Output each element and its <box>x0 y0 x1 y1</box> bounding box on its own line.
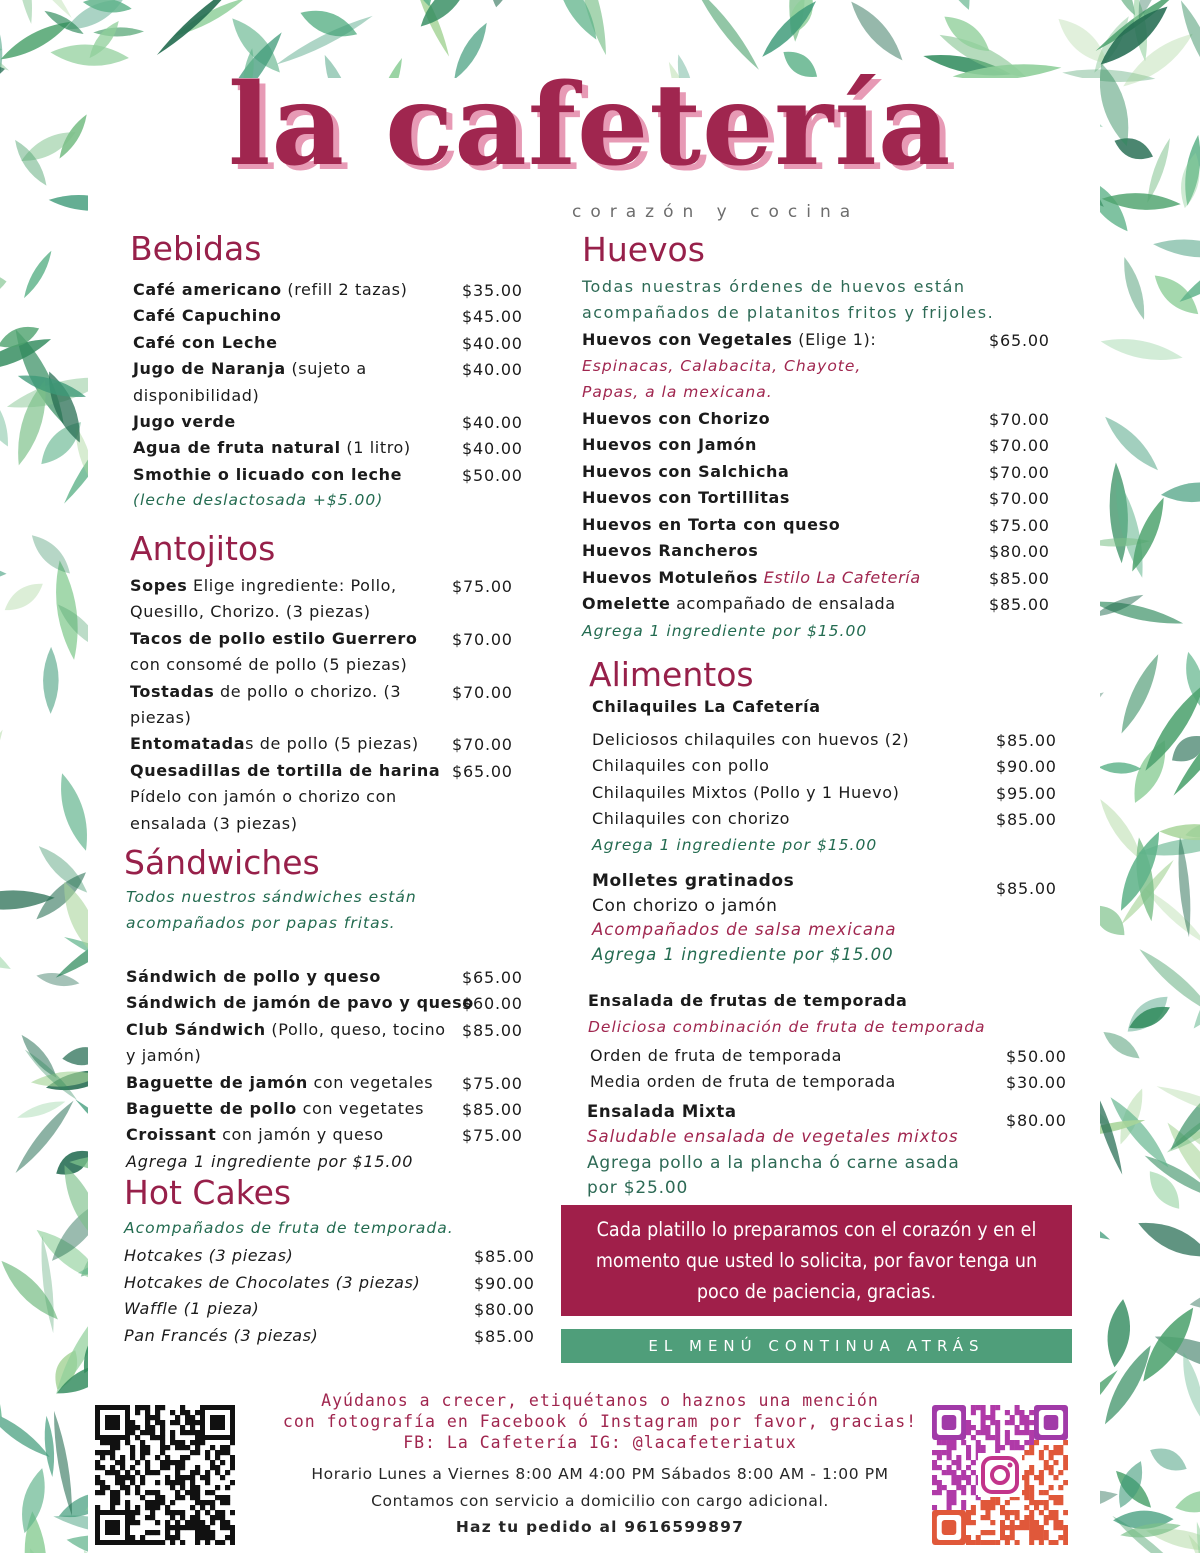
item-name: Huevos con Chorizo <box>582 409 771 428</box>
leaf-decoration <box>931 0 979 14</box>
item-price: $75.00 <box>989 515 1050 535</box>
chilaquiles-title: Chilaquiles La Cafetería <box>592 697 821 716</box>
menu-item <box>126 1070 433 1096</box>
item-desc: con vegetates <box>296 1099 425 1118</box>
section-heading-huevos: Huevos <box>582 230 705 269</box>
chilaquiles-note: Agrega 1 ingrediente por $15.00 <box>592 836 878 854</box>
menu-item <box>592 780 899 806</box>
section-heading-alimentos: Alimentos <box>589 655 754 694</box>
leaf-decoration <box>1104 1298 1134 1369</box>
item-name: Waffle (1 pieza) <box>124 1299 260 1319</box>
menu-item <box>126 1043 201 1069</box>
menu-item <box>133 356 367 382</box>
item-desc: con consomé de pollo (5 piezas) <box>130 655 408 675</box>
item-desc: ensalada (3 piezas) <box>130 813 298 833</box>
menu-item <box>130 731 419 757</box>
item-name: Tacos de pollo estilo Guerrero <box>130 628 418 648</box>
item-name: Quesadillas de tortilla de harina <box>130 760 441 780</box>
leaf-decoration <box>1152 236 1200 261</box>
leaf-decoration <box>0 1334 11 1423</box>
item-price: $50.00 <box>1006 1047 1067 1066</box>
item-price: $90.00 <box>996 757 1057 777</box>
molletes-salsa: Acompañados de salsa mexicana <box>592 920 897 939</box>
menu-item-omelette <box>582 591 896 617</box>
molletes-price: $85.00 <box>996 879 1057 898</box>
leaf-decoration <box>1176 151 1200 210</box>
mixta-add-2: por $25.00 <box>587 1178 689 1198</box>
section-heading-antojitos: Antojitos <box>130 529 276 568</box>
patience-notice <box>561 1205 1072 1316</box>
item-name: Club Sándwich <box>126 1019 266 1039</box>
item-price: $45.00 <box>462 307 523 327</box>
section-heading-bebidas: Bebidas <box>130 229 262 268</box>
menu-item <box>126 990 474 1016</box>
item-style: Estilo La Cafetería <box>757 568 921 587</box>
item-name: Baguette de jamón <box>126 1072 308 1092</box>
item-price: $35.00 <box>462 281 523 300</box>
menu-item <box>133 383 259 409</box>
item-price: $90.00 <box>474 1273 535 1293</box>
frutas-title: Ensalada de frutas de temporada <box>588 991 908 1010</box>
item-name: Café americano <box>133 280 282 299</box>
qr-code-icon[interactable] <box>95 1405 235 1545</box>
item-price: $70.00 <box>989 462 1050 482</box>
menu-continues-banner: EL MENÚ CONTINUA ATRÁS <box>561 1329 1072 1363</box>
item-name: Huevos con Jamón <box>582 435 757 455</box>
menu-item <box>130 679 401 705</box>
mixta-title: Ensalada Mixta <box>587 1102 737 1121</box>
item-name: Smothie o licuado con leche <box>133 464 403 484</box>
item-price: $70.00 <box>989 489 1050 509</box>
menu-item <box>133 277 407 303</box>
item-name: Croissant <box>126 1125 217 1145</box>
leaf-decoration <box>845 0 910 66</box>
instagram-qr-code-icon[interactable] <box>932 1405 1068 1545</box>
menu-item <box>130 599 371 625</box>
leaf-decoration <box>0 271 8 299</box>
notice-line-3: poco de paciencia, gracias. <box>696 1280 937 1303</box>
item-desc: (sujeto a <box>285 359 367 379</box>
order-phone: Haz tu pedido al 9616599897 <box>455 1518 745 1536</box>
menu-item <box>582 538 758 564</box>
item-price: $85.00 <box>996 810 1057 830</box>
molletes-desc: Con chorizo o jamón <box>592 896 778 916</box>
menu-item <box>130 705 191 731</box>
leaf-decoration <box>1098 762 1141 775</box>
item-price: $70.00 <box>452 682 513 702</box>
item-desc: y jamón) <box>126 1046 202 1066</box>
leaf-decoration <box>0 381 16 451</box>
leaf-decoration <box>0 916 16 978</box>
leaf-decoration <box>1134 1213 1200 1266</box>
menu-item <box>126 964 381 990</box>
menu-item <box>133 303 281 329</box>
item-desc: (1 litro) <box>340 438 411 458</box>
item-price: $85.00 <box>462 1100 523 1119</box>
item-price: $70.00 <box>452 629 513 649</box>
leaf-decoration <box>1160 480 1200 504</box>
item-name: Chilaquiles Mixtos (Pollo y 1 Huevo) <box>592 782 900 802</box>
leaf-decoration <box>0 1254 65 1326</box>
notice-line-2: momento que usted lo solicita, por favor tenga un <box>595 1249 1038 1272</box>
item-price: $85.00 <box>996 731 1057 750</box>
leaf-decoration <box>1115 651 1165 737</box>
leaf-decoration <box>1099 333 1184 366</box>
item-price: $85.00 <box>474 1326 535 1346</box>
leaf-decoration <box>0 564 7 583</box>
leaf-decoration <box>1100 411 1164 475</box>
leaf-decoration <box>1146 1442 1191 1477</box>
menu-item <box>130 573 397 599</box>
molletes-note: Agrega 1 ingrediente por $15.00 <box>592 945 894 964</box>
menu-item <box>133 462 402 488</box>
item-price: $65.00 <box>462 968 523 987</box>
item-name: Tostadas <box>130 681 215 701</box>
mixta-price: $80.00 <box>1006 1111 1067 1130</box>
item-price: $85.00 <box>462 1020 523 1040</box>
item-name: Huevos con Vegetales <box>582 330 793 349</box>
item-name: Orden de fruta de temporada <box>590 1046 842 1065</box>
huevos-intro-1: Todas nuestras órdenes de huevos están <box>582 277 966 296</box>
hotcakes-intro: Acompañados de fruta de temporada. <box>124 1219 454 1237</box>
item-price: $40.00 <box>462 439 523 459</box>
item-price: $85.00 <box>989 569 1050 588</box>
menu-item <box>130 811 298 837</box>
leaf-decoration <box>0 727 7 802</box>
menu-item <box>126 1122 384 1148</box>
menu-item <box>592 727 909 753</box>
item-name: Huevos con Tortillitas <box>582 488 791 508</box>
menu-item <box>124 1323 318 1349</box>
item-name: Sándwich de jamón de pavo y queso <box>126 993 474 1013</box>
menu-item <box>592 806 790 832</box>
item-desc: (refill 2 tazas) <box>281 280 408 299</box>
menu-item <box>582 459 789 485</box>
item-price: $70.00 <box>989 410 1050 429</box>
item-desc: piezas) <box>130 708 192 727</box>
menu-item <box>590 1069 896 1095</box>
item-price: $70.00 <box>452 735 513 755</box>
item-name: Sopes <box>130 576 188 595</box>
menu-item <box>124 1296 259 1322</box>
item-name: Huevos en Torta con queso <box>582 514 841 534</box>
menu-item <box>130 626 418 652</box>
item-price: $75.00 <box>462 1073 523 1093</box>
item-name: Chilaquiles con pollo <box>592 756 770 776</box>
menu-item-huevos-vegetales <box>582 327 876 353</box>
leaf-decoration <box>26 529 76 579</box>
item-price: $85.00 <box>474 1247 535 1266</box>
item-name: Pan Francés (3 piezas) <box>124 1325 319 1345</box>
menu-item <box>124 1243 293 1269</box>
menu-item <box>582 512 840 538</box>
item-name: Chilaquiles con chorizo <box>592 809 791 829</box>
leaf-decoration <box>486 0 516 9</box>
promo-line-2: con fotografía en Facebook ó Instagram por favor, gracias! <box>282 1412 918 1431</box>
sandwiches-intro-1: Todos nuestros sándwiches están <box>126 888 417 906</box>
leaf-decoration <box>43 647 59 714</box>
item-desc: acompañado de ensalada <box>670 594 896 613</box>
huevos-vegetales-options-2: Papas, a la mexicana. <box>582 383 773 401</box>
item-name: Deliciosos chilaquiles con huevos (2) <box>592 730 910 749</box>
promo-line-3: FB: La Cafetería IG: @lacafeteriatux <box>403 1433 797 1452</box>
item-price: $80.00 <box>474 1300 535 1320</box>
leaf-decoration <box>1159 823 1200 840</box>
opening-hours: Horario Lunes a Viernes 8:00 AM 4:00 PM Sábados 8:00 AM - 1:00 PM <box>311 1465 889 1483</box>
menu-item-huevos-motulenos <box>582 565 921 591</box>
item-desc: disponibilidad) <box>133 385 260 405</box>
huevos-vegetales-options-1: Espinacas, Calabacita, Chayote, <box>582 357 862 375</box>
menu-item <box>582 406 770 432</box>
item-name: Sándwich de pollo y queso <box>126 967 381 986</box>
item-price: $40.00 <box>462 333 523 353</box>
item-desc: (Elige 1): <box>792 330 877 349</box>
item-desc: s de pollo (5 piezas) <box>245 734 419 754</box>
item-price: $50.00 <box>462 465 523 485</box>
menu-item <box>126 1017 446 1043</box>
item-price: $65.00 <box>989 331 1050 350</box>
leaf-decoration <box>13 0 37 25</box>
item-price: $40.00 <box>462 360 523 380</box>
item-desc: con vegetales <box>307 1072 434 1092</box>
menu-item <box>133 435 411 461</box>
menu-item <box>590 1043 842 1069</box>
item-price: $85.00 <box>989 595 1050 614</box>
section-heading-sandwiches: Sándwiches <box>124 843 320 882</box>
mixta-add-1: Agrega pollo a la plancha ó carne asada <box>587 1153 960 1173</box>
leaf-decoration <box>1099 1026 1144 1064</box>
item-desc: de pollo o chorizo. (3 <box>214 681 402 701</box>
promo-line-1: Ayúdanos a crecer, etiquétanos o haznos una mención <box>321 1391 879 1410</box>
molletes-title: Molletes gratinados <box>592 871 795 891</box>
menu-item <box>130 652 407 678</box>
item-price: $40.00 <box>462 413 523 432</box>
item-name: Agua de fruta natural <box>133 438 341 458</box>
menu-item <box>582 485 790 511</box>
item-price: $60.00 <box>462 994 523 1014</box>
mixta-desc: Saludable ensalada de vegetales mixtos <box>587 1127 959 1146</box>
item-desc: con jamón y queso <box>216 1125 384 1145</box>
menu-item <box>133 330 278 356</box>
leaf-decoration <box>1164 1071 1200 1156</box>
menu-item <box>592 753 770 779</box>
leaf-decoration <box>1111 132 1157 165</box>
item-name: Entomatada <box>130 734 246 754</box>
menu-item <box>130 784 397 810</box>
item-price: $80.00 <box>989 542 1050 561</box>
leaf-decoration <box>20 248 56 300</box>
menu-item <box>126 1096 424 1122</box>
item-name: Hotcakes (3 piezas) <box>124 1246 294 1265</box>
menu-item <box>133 409 236 435</box>
item-price: $75.00 <box>462 1126 523 1146</box>
delivery-info: Contamos con servicio a domicilio con cargo adicional. <box>371 1492 829 1510</box>
leaf-decoration <box>50 42 130 69</box>
item-name: Media orden de fruta de temporada <box>590 1072 896 1092</box>
item-desc: Elige ingrediente: Pollo, <box>187 576 397 595</box>
item-name: Hotcakes de Chocolates (3 piezas) <box>124 1272 421 1292</box>
huevos-note: Agrega 1 ingrediente por $15.00 <box>582 622 868 640</box>
item-desc: Pídelo con jamón o chorizo con <box>130 787 397 807</box>
menu-item <box>582 432 757 458</box>
frutas-desc: Deliciosa combinación de fruta de temporada <box>588 1018 986 1036</box>
item-price: $65.00 <box>452 761 513 781</box>
item-name: Café Capuchino <box>133 306 282 326</box>
brand-title: la cafetería <box>228 60 952 191</box>
item-name: Omelette <box>582 594 671 613</box>
sandwiches-note: Agrega 1 ingrediente por $15.00 <box>126 1152 414 1171</box>
item-name: Huevos con Salchicha <box>582 461 790 481</box>
item-desc: Quesillo, Chorizo. (3 piezas) <box>130 602 371 622</box>
notice-line-1: Cada platillo lo preparamos con el corazón y en el <box>596 1218 1037 1241</box>
item-price: $95.00 <box>996 783 1057 803</box>
brand-subtitle: corazón y cocina <box>572 202 860 222</box>
item-price: $70.00 <box>989 436 1050 456</box>
item-name: Baguette de pollo <box>126 1099 297 1118</box>
menu-item <box>130 758 440 784</box>
section-heading-hotcakes: Hot Cakes <box>124 1173 292 1212</box>
item-price: $75.00 <box>452 577 513 596</box>
item-desc: (Pollo, queso, tocino <box>265 1019 446 1039</box>
item-name: Jugo de Naranja <box>133 359 286 379</box>
menu-item <box>124 1270 420 1296</box>
leaf-decoration <box>1173 1486 1200 1518</box>
item-name: Jugo verde <box>133 412 236 431</box>
leaf-decoration <box>1118 255 1150 321</box>
leaf-decoration <box>35 970 80 990</box>
sandwiches-intro-2: acompañados por papas fritas. <box>126 914 396 932</box>
item-name: Huevos Rancheros <box>582 541 759 560</box>
item-name: Huevos Motuleños <box>582 568 758 587</box>
leaf-decoration <box>0 577 48 617</box>
item-name: Café con Leche <box>133 332 278 352</box>
item-price: $30.00 <box>1006 1073 1067 1093</box>
huevos-intro-2: acompañados de platanitos fritos y frijoles. <box>582 303 995 322</box>
bebidas-note: (leche deslactosada +$5.00) <box>133 491 384 509</box>
